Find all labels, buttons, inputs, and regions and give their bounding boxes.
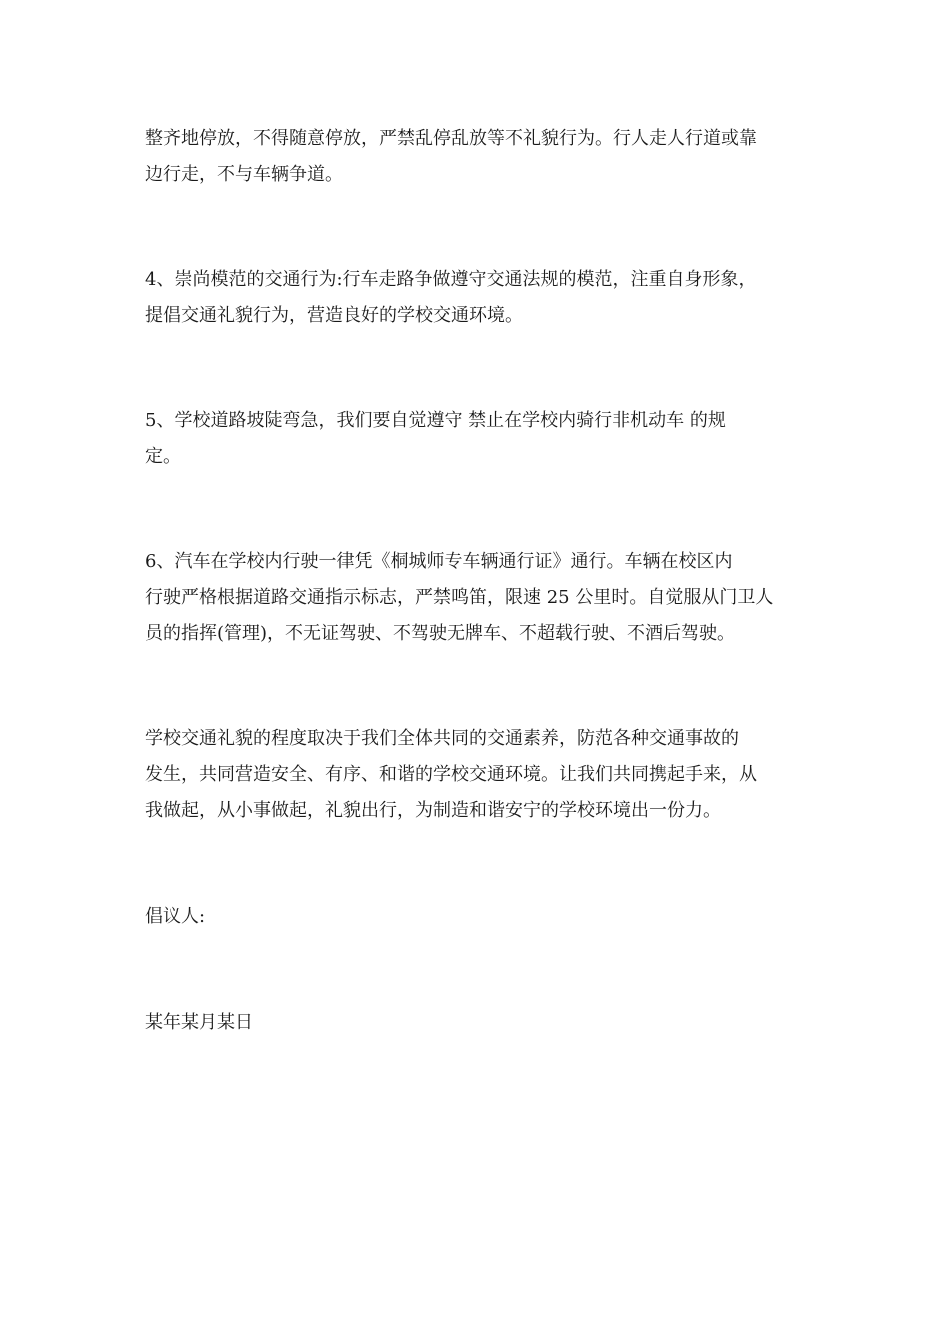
text-line: 我做起，从小事做起，礼貌出行，为制造和谐安宁的学校环境出一份力。 — [145, 800, 721, 821]
text-line: 5、学校道路坡陡弯急，我们要自觉遵守 禁止在学校内骑行非机动车 的规 — [145, 410, 726, 431]
text-line: 学校交通礼貌的程度取决于我们全体共同的交通素养，防范各种交通事故的 — [145, 728, 739, 749]
text-line: 边行走，不与车辆争道。 — [145, 164, 343, 185]
text-line: 6、汽车在学校内行驶一律凭《桐城师专车辆通行证》通行。车辆在校区内 — [145, 551, 733, 572]
text-line: 发生，共同营造安全、有序、和谐的学校交通环境。让我们共同携起手来，从 — [145, 764, 757, 785]
text-line: 整齐地停放，不得随意停放，严禁乱停乱放等不礼貌行为。行人走人行道或靠 — [145, 128, 757, 149]
text-line: 员的指挥(管理)，不无证驾驶、不驾驶无牌车、不超载行驶、不酒后驾驶。 — [145, 623, 736, 644]
text-line: 定。 — [145, 446, 181, 467]
text-line: 提倡交通礼貌行为，营造良好的学校交通环境。 — [145, 305, 523, 326]
initiator-label: 倡议人: — [145, 906, 206, 927]
text-line: 行驶严格根据道路交通指示标志，严禁鸣笛，限速 25 公里时。自觉服从门卫人 — [145, 587, 774, 608]
text-line: 4、崇尚模范的交通行为:行车走路争做遵守交通法规的模范，注重自身形象， — [145, 269, 757, 290]
date-line: 某年某月某日 — [145, 1012, 253, 1033]
